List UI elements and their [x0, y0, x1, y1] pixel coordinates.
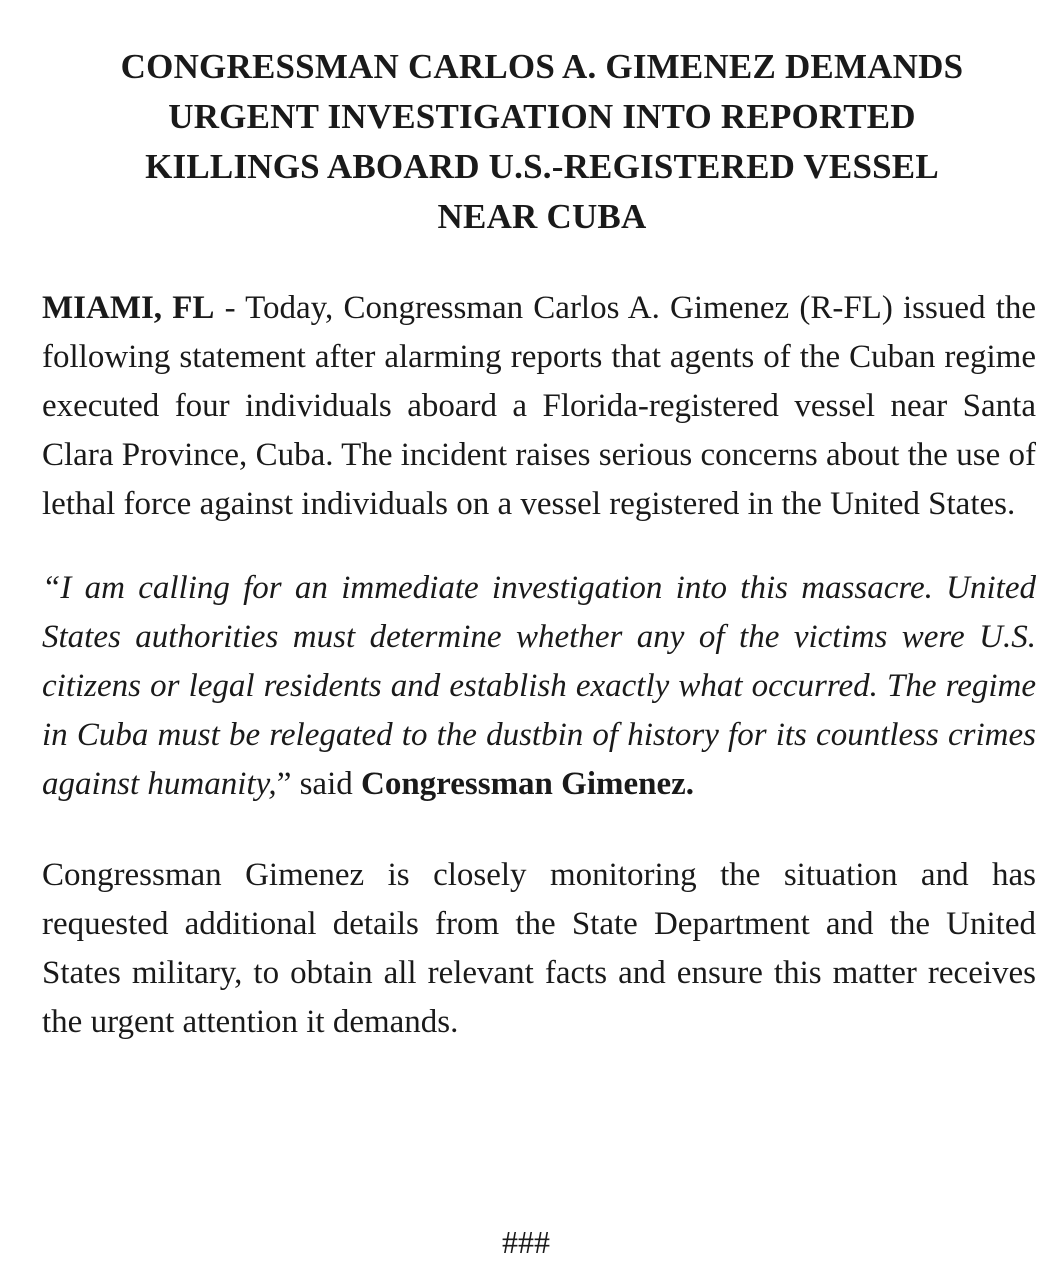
quote-attribution: ” said: [276, 766, 361, 802]
dateline: MIAMI, FL: [42, 290, 215, 326]
quote-text: “I am calling for an immediate investigation into this massacre. United States authorities must determine whether any of the victims were U.S. citizens or legal residents and establish exactly what occurred. The regime in Cuba must be relegated to the dustbin of history for its countless crimes against humanity,: [42, 570, 1036, 802]
headline-line-3: KILLINGS ABOARD U.S.-REGISTERED VESSEL: [145, 147, 939, 186]
closing-paragraph: Congressman Gimenez is closely monitoring the situation and has requested additional details from the State Department and the United States military, to obtain all relevant facts and ensure this matter receives the urgent attention it demands.: [42, 857, 1036, 1040]
end-mark: ###: [502, 1224, 550, 1260]
intro-text: - Today, Congressman Carlos A. Gimenez (R-FL) issued the following statement after alarming reports that agents of the Cuban regime executed four individuals aboard a Florida-registered vessel near Santa Clara Province, Cuba. The incident raises serious concerns about the use of lethal force against individuals on a vessel registered in the United States.: [42, 290, 1037, 522]
quote-speaker: Congressman Gimenez.: [361, 766, 695, 802]
quote-paragraph: [42, 564, 1036, 809]
headline: [42, 42, 1042, 242]
headline-line-4: NEAR CUBA: [437, 197, 647, 236]
intro-paragraph: [42, 284, 1036, 529]
headline-line-1: CONGRESSMAN CARLOS A. GIMENEZ DEMANDS: [120, 47, 964, 86]
headline-line-2: URGENT INVESTIGATION INTO REPORTED: [168, 97, 916, 136]
